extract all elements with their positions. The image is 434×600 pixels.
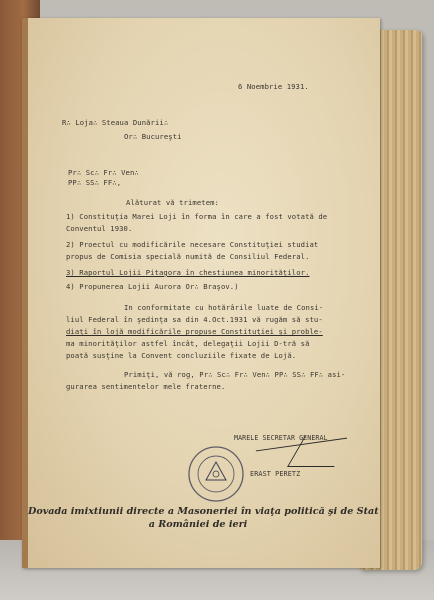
enclosure-item-1-line-1: 1) Constituţia Marei Loji în forma în care a fost votată de bbox=[66, 212, 328, 221]
intro-line: Alăturat vă trimetem: bbox=[126, 198, 219, 207]
signature-title: MARELE SECRETAR GENERAL bbox=[234, 434, 328, 442]
paragraph-line-3: diaţi în lojă modificările propuse Constituţiei şi proble- bbox=[66, 327, 323, 336]
salutation-line-1: Pr∴ Sc∴ Fr∴ Ven∴ bbox=[68, 168, 139, 177]
paragraph-line-4: ma minorităţilor astfel încât, delegaţii Lojii D-tră să bbox=[66, 339, 310, 348]
paragraph-line-5: poată susţine la Convent concluziile fixate de Lojă. bbox=[66, 351, 297, 360]
letter-date: 6 Noembrie 1931. bbox=[238, 82, 309, 91]
closing-line-1: Primiţi, vă rog, Pr∴ Sc∴ Fr∴ Ven∴ PP∴ SS∴ FF∴ asi- bbox=[124, 370, 346, 379]
lodge-seal-stamp bbox=[183, 444, 249, 504]
signature-name: ERAST PERETZ bbox=[250, 470, 301, 478]
paragraph-line-2: liul Federal în şedinţa sa din 4.Oct.1931 vă rugăm să stu- bbox=[66, 315, 323, 324]
enclosure-item-3: 3) Raportul Lojii Pitagora în chestiunea minorităţilor. bbox=[66, 268, 310, 277]
addressee-lodge: R∴ Loja∴ Steaua Dunării∴ bbox=[62, 118, 169, 127]
addressee-city: Or∴ Bucureşti bbox=[124, 132, 182, 141]
salutation-line-2: PP∴ SS∴ FF∴, bbox=[68, 178, 122, 187]
caption-line-2: a României de ieri bbox=[148, 519, 248, 530]
closing-line-2: gurarea sentimentelor mele fraterne. bbox=[66, 382, 226, 391]
enclosure-item-1-line-2: Conventul 1930. bbox=[66, 224, 133, 233]
paragraph-line-1: In conformitate cu hotărârile luate de Consi- bbox=[124, 303, 324, 312]
enclosure-item-2-line-2: propus de Comisia specială numită de Consiliul Federal. bbox=[66, 252, 310, 261]
document-page bbox=[22, 18, 380, 568]
enclosure-item-4: 4) Propunerea Lojii Aurora Or∴ Braşov.) bbox=[66, 282, 239, 291]
caption-line-1: Dovada imixtiunii directe a Masoneriei în viaţa politică şi de Stat bbox=[28, 506, 379, 517]
enclosure-item-2-line-1: 2) Proectul cu modificările necesare Constituţiei studiat bbox=[66, 240, 319, 249]
